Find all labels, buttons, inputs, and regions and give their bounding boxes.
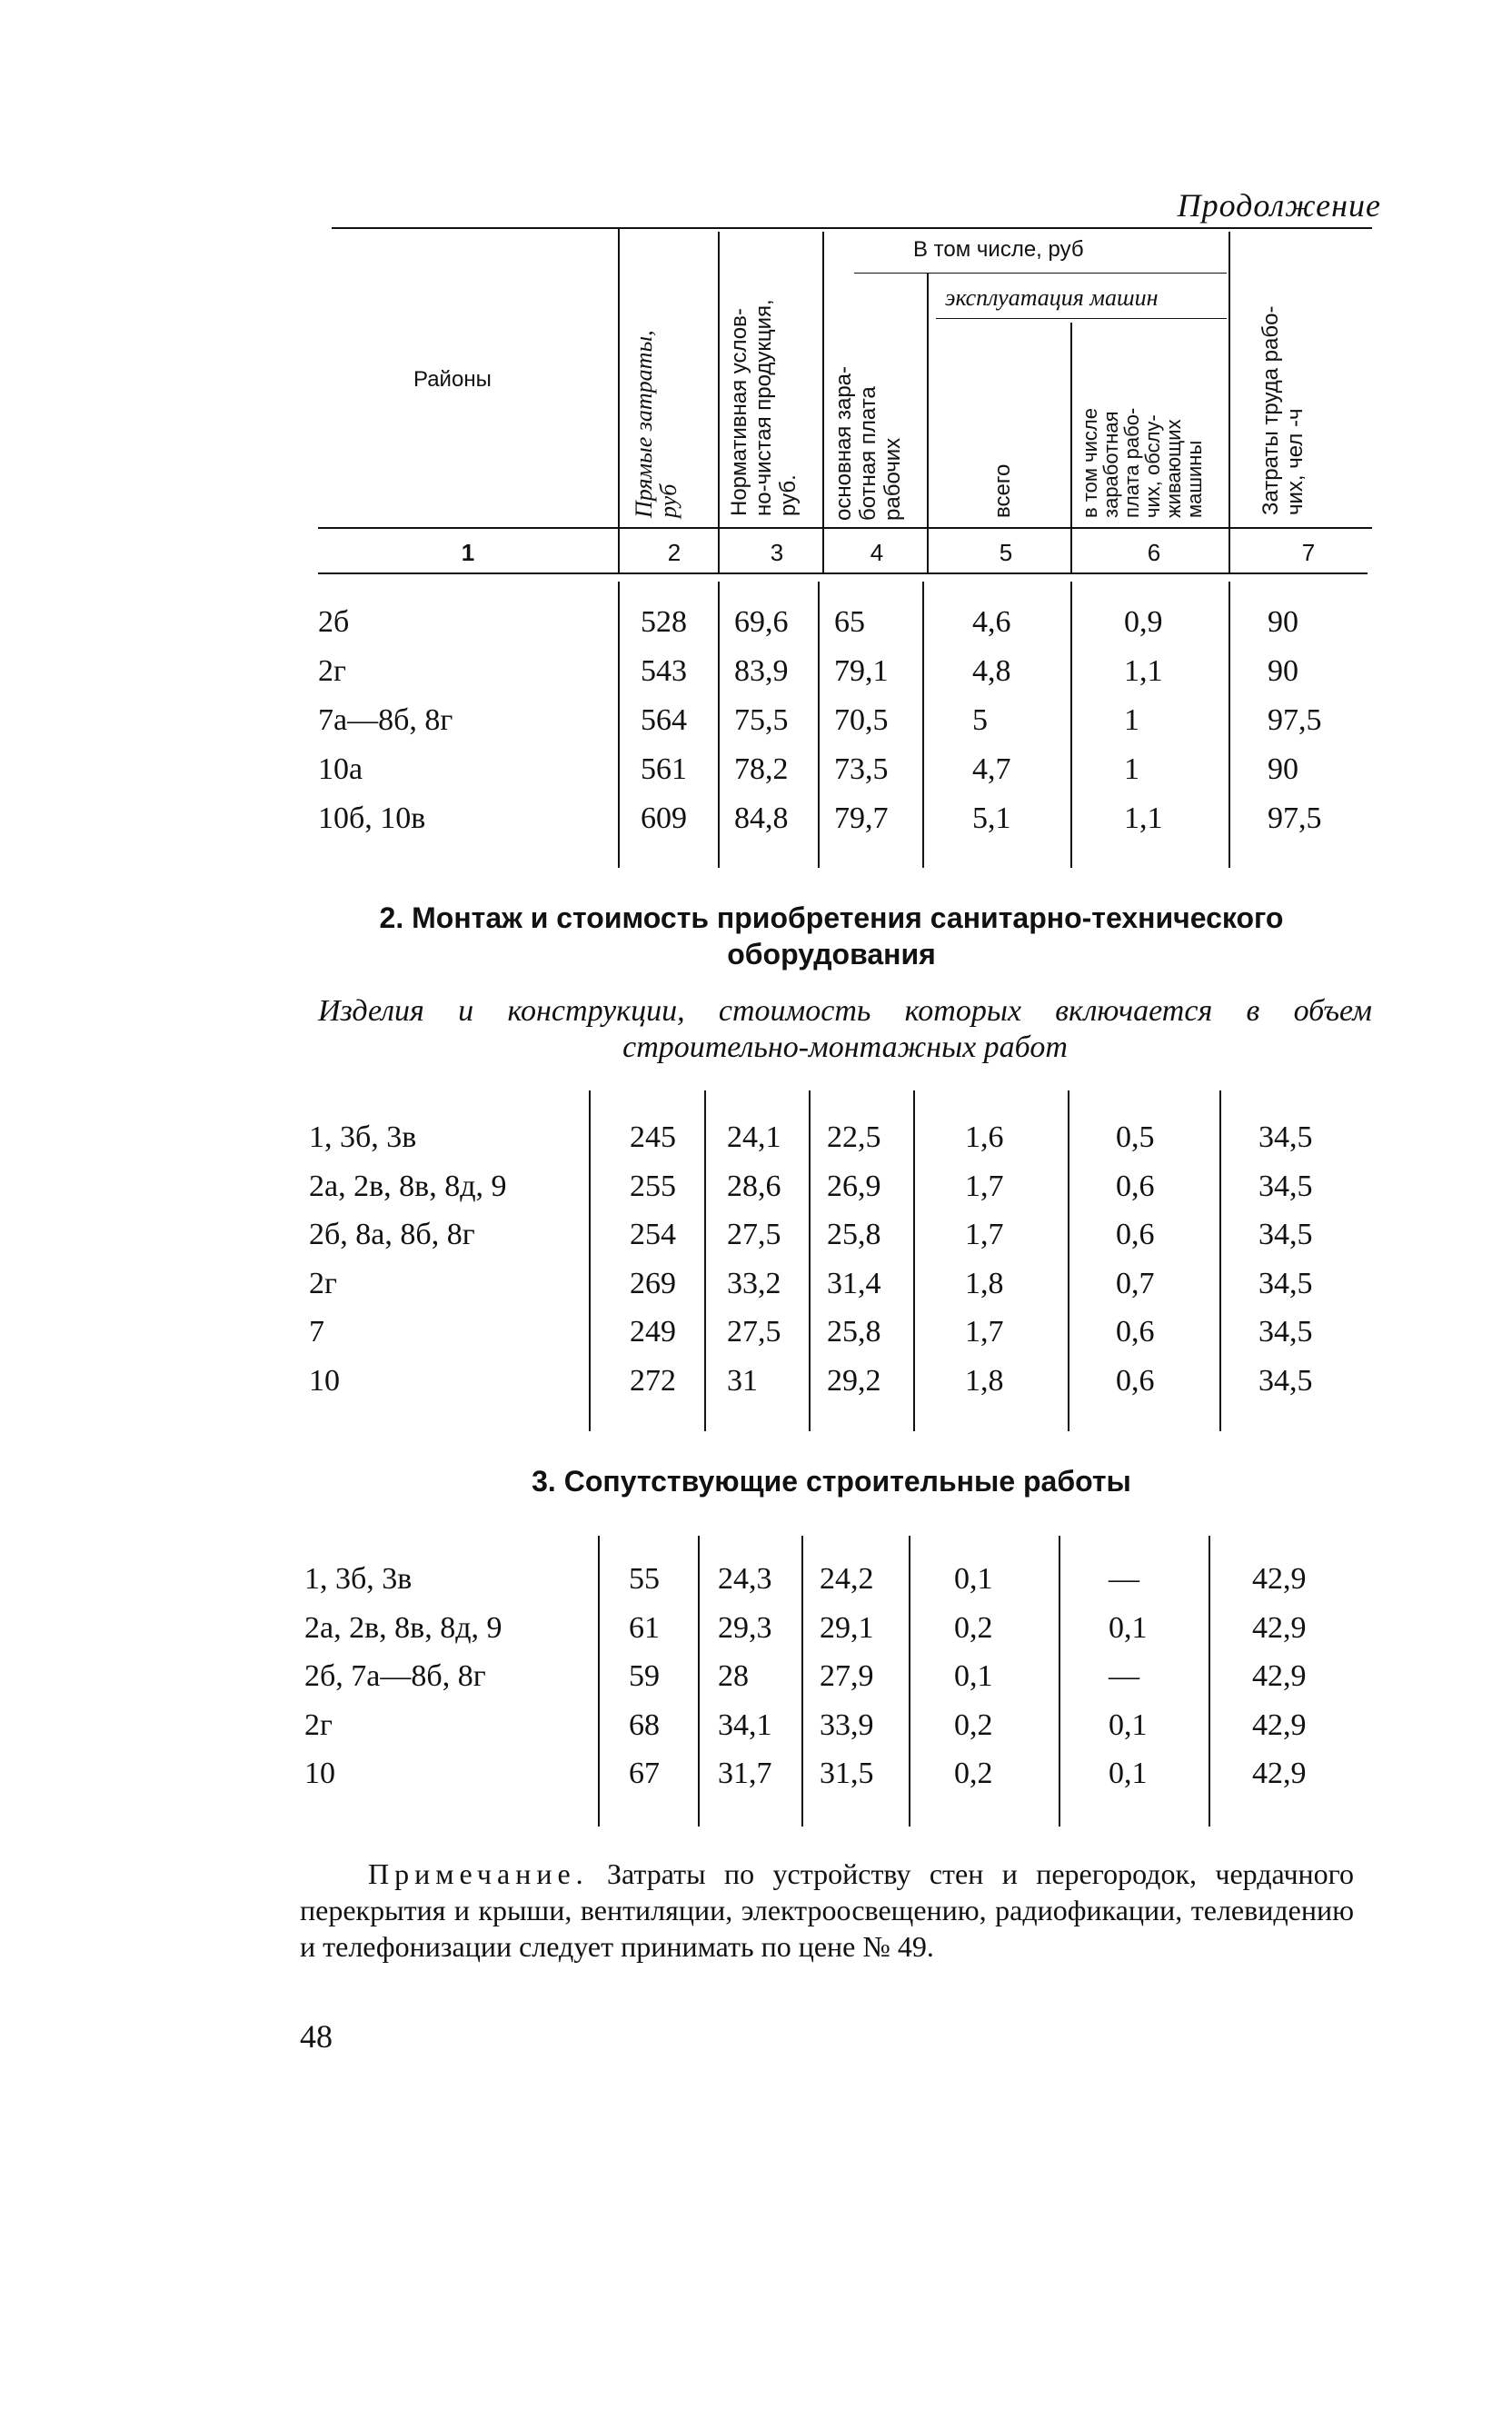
value-cell: 1 [1124,703,1139,737]
group-rule [854,273,1227,274]
value-cell: 34,5 [1258,1218,1313,1251]
column-divider [1219,1090,1221,1431]
value-cell: 75,5 [734,703,789,737]
value-cell: 34,5 [1258,1169,1313,1203]
value-cell: 29,1 [820,1610,874,1645]
value-cell: 90 [1268,752,1298,786]
value-cell: 42,9 [1252,1707,1307,1742]
value-cell: 24,1 [727,1120,781,1154]
value-cell: 34,5 [1258,1120,1313,1154]
value-cell: 0,1 [1109,1757,1148,1790]
value-cell: 34,1 [718,1707,772,1742]
value-cell: 34,5 [1258,1266,1313,1300]
value-cell: 609 [641,801,687,835]
value-cell: 31,4 [827,1266,881,1300]
value-cell: 34,5 [1258,1315,1313,1349]
region-cell: 10а [318,752,363,786]
value-cell: 55 [629,1562,660,1596]
value-cell: 1,7 [965,1315,1004,1349]
value-cell: 5 [972,703,988,737]
header-machines-label: эксплуатация машин [945,284,1159,311]
value-cell: 4,8 [972,654,1011,688]
col-number: 2 [667,539,681,566]
header-divider [1070,323,1072,572]
value-cell: 61 [629,1610,660,1645]
column-divider [1209,1536,1210,1827]
value-cell: 33,2 [727,1266,781,1300]
region-cell: 2г [304,1707,333,1742]
column-divider [909,1536,910,1827]
region-cell: 2б [318,605,350,639]
value-cell: — [1109,1562,1139,1596]
value-cell: 84,8 [734,801,789,835]
header-col1: Районы [413,367,492,392]
value-cell: 97,5 [1268,801,1322,835]
value-cell: 65 [834,605,865,639]
column-divider [1068,1090,1069,1431]
column-divider [1228,582,1230,868]
value-cell: 561 [641,752,687,786]
value-cell: 28,6 [727,1169,781,1203]
value-cell: 24,2 [820,1562,874,1596]
value-cell: 34,5 [1258,1363,1313,1398]
header-mid-rule [318,527,1372,529]
value-cell: 70,5 [834,703,889,737]
page-number: 48 [300,2018,333,2055]
column-divider [809,1090,811,1431]
header-divider [618,227,620,572]
column-divider [1070,582,1072,868]
header-col4: основная зара- ботная плата рабочих [831,365,905,521]
continued-label: Продолжение [1177,187,1381,224]
value-cell: 59 [629,1659,660,1693]
region-cell: 10б, 10в [318,801,426,835]
value-cell: 0,5 [1116,1120,1155,1154]
region-cell: 2г [318,654,346,688]
value-cell: 42,9 [1252,1610,1307,1645]
section2-subtitle-line1: Изделия и конструкции, стоимость которых включается в объем [318,994,1372,1028]
value-cell: 254 [630,1218,676,1251]
value-cell: 69,6 [734,605,789,639]
section2-title: 2. Монтаж и стоимость приобретения санитарно-технического оборудования [379,901,1284,971]
column-divider [913,1090,915,1431]
value-cell: 0,2 [954,1610,993,1645]
value-cell: 0,1 [1109,1610,1148,1645]
column-divider [589,1090,591,1431]
column-divider [698,1536,700,1827]
value-cell: 83,9 [734,654,789,688]
value-cell: 68 [629,1707,660,1742]
value-cell: 79,7 [834,801,889,835]
col-number: 5 [999,539,1013,566]
region-cell: 2а, 2в, 8в, 8д, 9 [304,1610,502,1645]
column-divider [618,582,620,868]
header-bottom-rule [318,572,1368,574]
footnote-label: Примечание. [368,1857,589,1890]
region-cell: 7 [309,1315,324,1349]
header-divider [1228,232,1230,572]
value-cell: 42,9 [1252,1659,1307,1693]
value-cell: 31 [727,1363,758,1398]
header-group-label: В том числе, руб [913,237,1084,262]
region-cell: 1, 3б, 3в [309,1120,417,1154]
column-divider [598,1536,600,1827]
value-cell: 1,1 [1124,654,1163,688]
value-cell: 27,5 [727,1218,781,1251]
region-cell: 2г [309,1266,337,1300]
col-number: 3 [770,539,784,566]
header-divider [822,232,824,572]
value-cell: 67 [629,1757,660,1790]
value-cell: 97,5 [1268,703,1322,737]
column-divider [704,1090,706,1431]
section2-subtitle-line2: строительно-монтажных работ [622,1030,1068,1064]
value-cell: — [1109,1659,1139,1693]
value-cell: 24,3 [718,1562,772,1596]
section3-title: 3. Сопутствующие строительные работы [532,1465,1131,1498]
value-cell: 25,8 [827,1218,881,1251]
value-cell: 564 [641,703,687,737]
value-cell: 28 [718,1659,749,1693]
value-cell: 22,5 [827,1120,881,1154]
value-cell: 0,6 [1116,1169,1155,1203]
column-divider [718,582,720,868]
header-top-rule [332,227,1372,229]
value-cell: 31,7 [718,1757,772,1790]
value-cell: 0,7 [1116,1266,1155,1300]
header-col7: Затраты труда рабо- чих, чел -ч [1258,305,1308,515]
header-col5: всего [990,463,1015,518]
value-cell: 29,2 [827,1363,881,1398]
value-cell: 272 [630,1363,676,1398]
region-cell: 7а—8б, 8г [318,703,453,737]
value-cell: 1 [1124,752,1139,786]
value-cell: 26,9 [827,1169,881,1203]
col-number: 6 [1147,539,1161,566]
value-cell: 269 [630,1266,676,1300]
header-col3: Нормативная услов- но-чистая продукция, руб. [727,299,801,516]
value-cell: 4,7 [972,752,1011,786]
footnote-text: Затраты по устройству стен и перегородок, чердачного перекрытия и крыши, вентиляции, электроосвещению, радиофикации, телевидению и телефонизации следует принимать по цене № 49. [300,1857,1354,1963]
column-divider [801,1536,803,1827]
region-cell: 10 [309,1363,340,1398]
region-cell: 10 [304,1757,335,1790]
col-number: 1 [461,539,475,566]
footnote [300,1856,1354,1965]
value-cell: 29,3 [718,1610,772,1645]
value-cell: 255 [630,1169,676,1203]
value-cell: 1,7 [965,1169,1004,1203]
col-number: 4 [870,539,884,566]
header-col6: в том числе заработная плата рабо- чих, обслу- живающих машины [1079,407,1206,518]
value-cell: 0,6 [1116,1315,1155,1349]
value-cell: 31,5 [820,1757,874,1790]
value-cell: 1,1 [1124,801,1163,835]
value-cell: 245 [630,1120,676,1154]
value-cell: 5,1 [972,801,1011,835]
value-cell: 0,1 [1109,1707,1148,1742]
column-divider [922,582,924,868]
region-cell: 2б, 8а, 8б, 8г [309,1218,475,1251]
value-cell: 1,6 [965,1120,1004,1154]
value-cell: 90 [1268,605,1298,639]
value-cell: 249 [630,1315,676,1349]
value-cell: 27,5 [727,1315,781,1349]
value-cell: 73,5 [834,752,889,786]
value-cell: 528 [641,605,687,639]
value-cell: 79,1 [834,654,889,688]
machines-rule [936,318,1227,319]
value-cell: 78,2 [734,752,789,786]
column-divider [1059,1536,1060,1827]
value-cell: 1,8 [965,1266,1004,1300]
header-divider [927,273,929,572]
column-divider [818,582,820,868]
value-cell: 27,9 [820,1659,874,1693]
value-cell: 0,9 [1124,605,1163,639]
value-cell: 0,1 [954,1659,993,1693]
value-cell: 25,8 [827,1315,881,1349]
value-cell: 1,7 [965,1218,1004,1251]
col-number: 7 [1301,539,1316,566]
value-cell: 0,6 [1116,1218,1155,1251]
region-cell: 1, 3б, 3в [304,1562,413,1596]
value-cell: 0,6 [1116,1363,1155,1398]
header-divider [718,232,720,572]
value-cell: 4,6 [972,605,1011,639]
region-cell: 2б, 7а—8б, 8г [304,1659,486,1693]
value-cell: 0,2 [954,1757,993,1790]
value-cell: 1,8 [965,1363,1004,1398]
value-cell: 0,1 [954,1562,993,1596]
value-cell: 42,9 [1252,1757,1307,1790]
value-cell: 90 [1268,654,1298,688]
header-col2: Прямые затраты, руб [631,330,681,518]
value-cell: 543 [641,654,687,688]
value-cell: 33,9 [820,1707,874,1742]
value-cell: 0,2 [954,1707,993,1742]
value-cell: 42,9 [1252,1562,1307,1596]
region-cell: 2а, 2в, 8в, 8д, 9 [309,1169,507,1203]
